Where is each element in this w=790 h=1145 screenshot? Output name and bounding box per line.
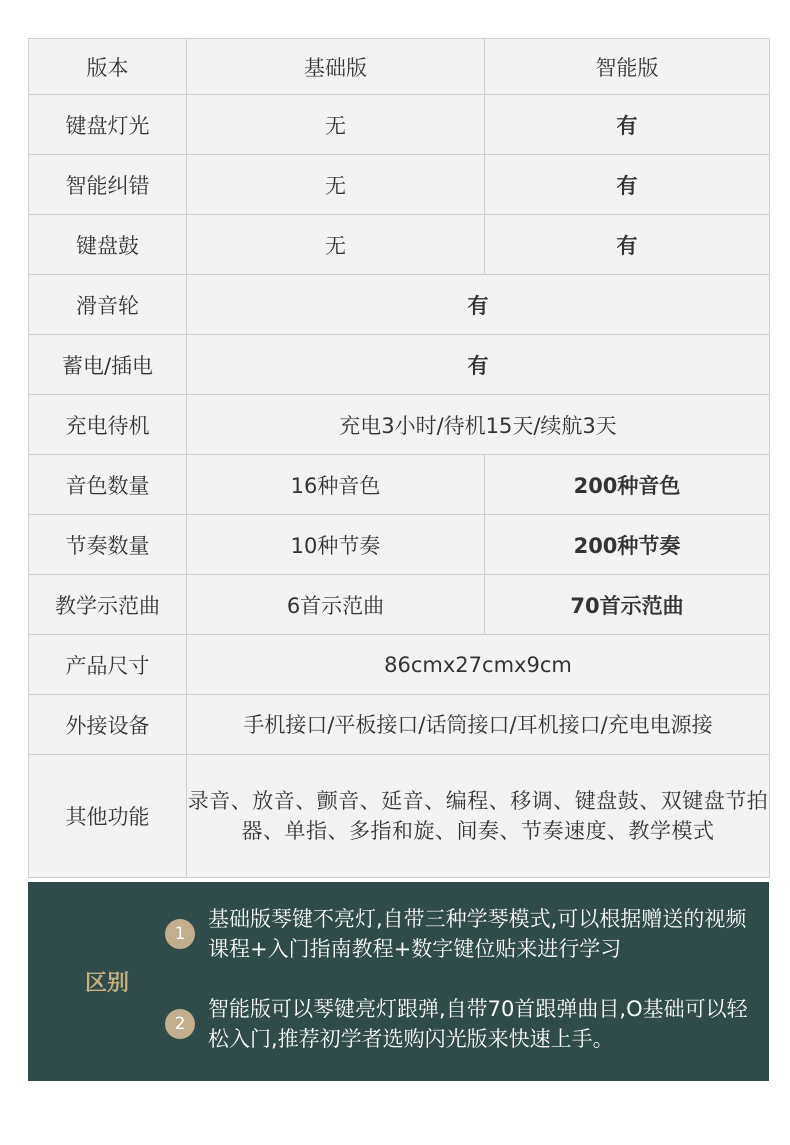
difference-panel: [28, 882, 769, 1081]
header-smart: 智能版: [485, 39, 770, 95]
row-label: 智能纠错: [29, 155, 187, 215]
basic-value: 无: [187, 95, 485, 155]
row-label: 产品尺寸: [29, 635, 187, 695]
table-row: [29, 335, 770, 395]
table-row: [29, 215, 770, 275]
smart-value: 有: [485, 95, 770, 155]
table-row: [29, 95, 770, 155]
row-label: 外接设备: [29, 695, 187, 755]
table-row: [29, 455, 770, 515]
row-label: 键盘灯光: [29, 95, 187, 155]
table-row: [29, 695, 770, 755]
row-label: 充电待机: [29, 395, 187, 455]
shared-value: 86cmx27cmx9cm: [187, 635, 770, 695]
basic-value: 16种音色: [187, 455, 485, 515]
smart-value: 有: [485, 215, 770, 275]
basic-value: 10种节奏: [187, 515, 485, 575]
shared-value: 有: [187, 335, 770, 395]
shared-value: 充电3小时/待机15天/续航3天: [187, 395, 770, 455]
table-row: [29, 275, 770, 335]
row-label: 键盘鼓: [29, 215, 187, 275]
difference-text: 基础版琴键不亮灯,自带三种学琴模式,可以根据赠送的视频课程+入门指南教程+数字键位贴来进行学习: [208, 907, 747, 961]
row-label: 节奏数量: [29, 515, 187, 575]
row-label: 教学示范曲: [29, 575, 187, 635]
smart-value: 有: [485, 155, 770, 215]
difference-title: 区别: [84, 971, 129, 996]
table-header-row: [29, 39, 770, 95]
smart-value: 200种节奏: [485, 515, 770, 575]
comparison-table-wrapper: [28, 38, 769, 878]
header-version-label: 版本: [29, 39, 187, 95]
number-badge: 2: [165, 1009, 195, 1039]
table-row: [29, 155, 770, 215]
difference-text: 智能版可以琴键亮灯跟弹,自带70首跟弹曲目,O基础可以轻松入门,推荐初学者选购闪光版来快速上手。: [208, 997, 748, 1051]
row-label: 蓄电/插电: [29, 335, 187, 395]
table-row: [29, 515, 770, 575]
row-label: 其他功能: [29, 755, 187, 878]
difference-item: [165, 994, 755, 1054]
basic-value: 6首示范曲: [187, 575, 485, 635]
shared-value: 录音、放音、颤音、延音、编程、移调、键盘鼓、双键盘节拍器、单指、多指和旋、间奏、节奏速度、教学模式: [187, 755, 770, 878]
basic-value: 无: [187, 215, 485, 275]
comparison-table: [28, 38, 770, 878]
table-row: [29, 755, 770, 878]
basic-value: 无: [187, 155, 485, 215]
shared-value: 有: [187, 275, 770, 335]
row-label: 音色数量: [29, 455, 187, 515]
shared-value: 手机接口/平板接口/话筒接口/耳机接口/充电电源接: [187, 695, 770, 755]
number-badge: 1: [165, 919, 195, 949]
table-row: [29, 395, 770, 455]
smart-value: 70首示范曲: [485, 575, 770, 635]
smart-value: 200种音色: [485, 455, 770, 515]
row-label: 滑音轮: [29, 275, 187, 335]
table-row: [29, 635, 770, 695]
header-basic: 基础版: [187, 39, 485, 95]
difference-item: [165, 904, 755, 964]
table-row: [29, 575, 770, 635]
